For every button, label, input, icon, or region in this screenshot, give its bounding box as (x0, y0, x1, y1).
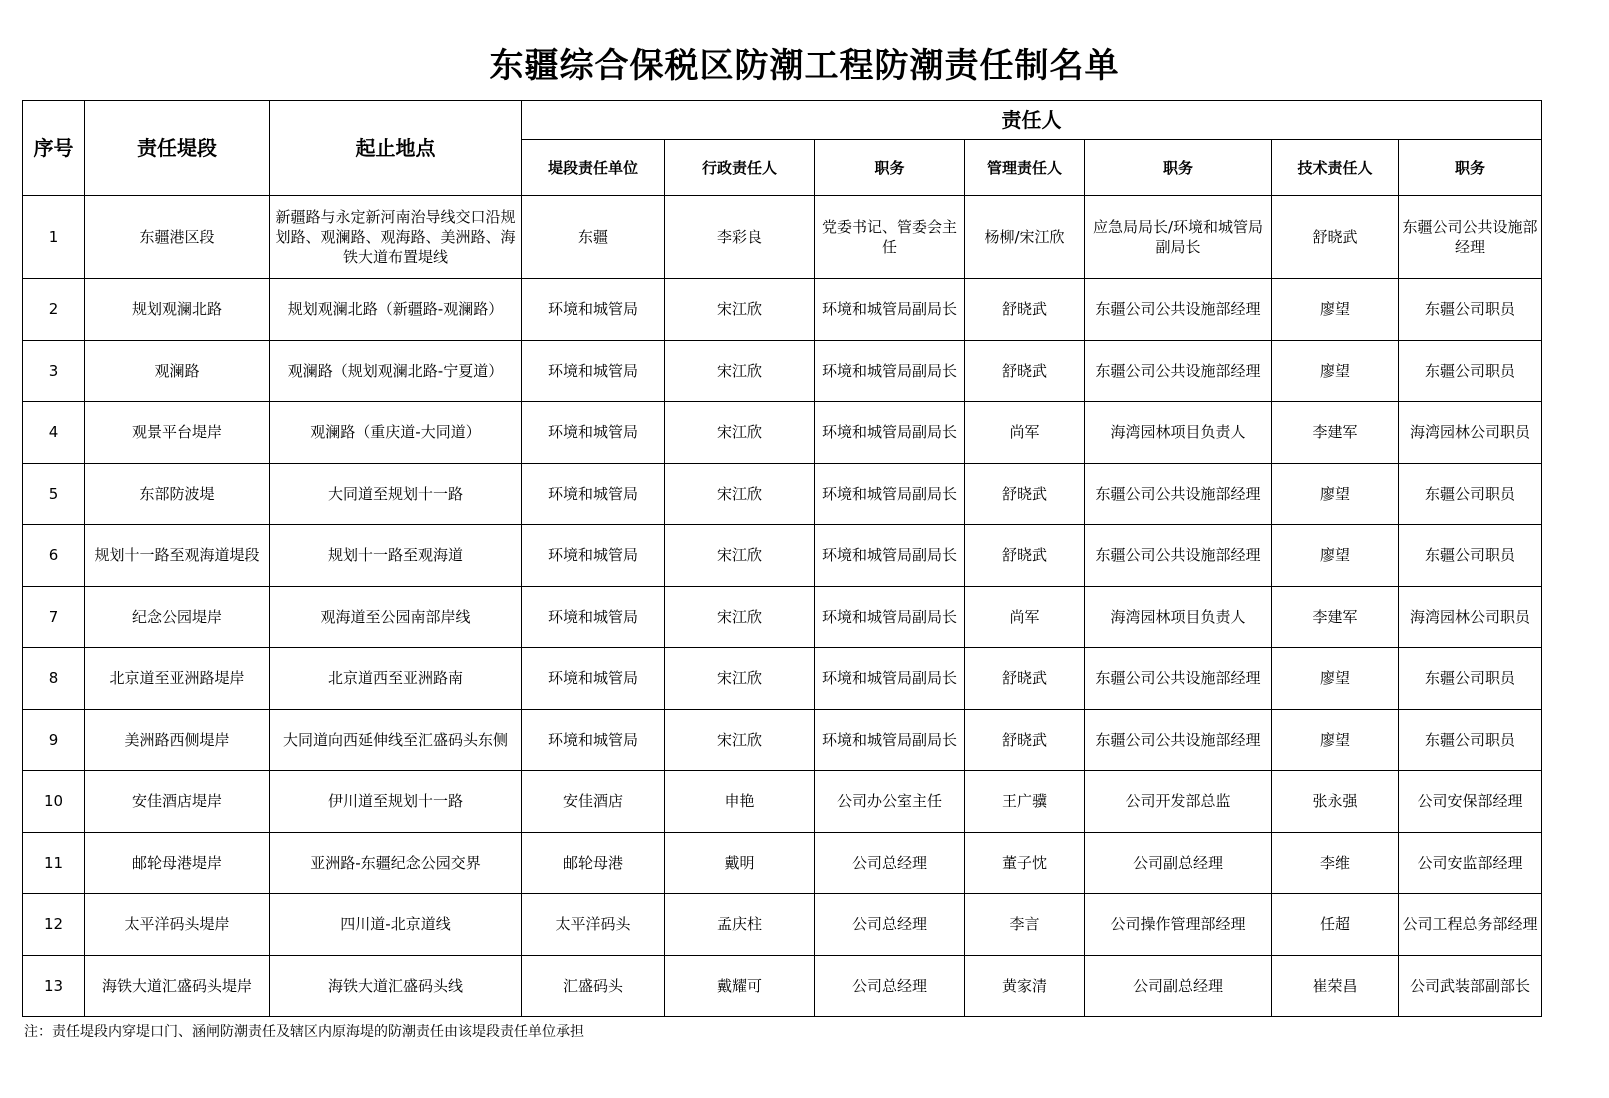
cell-manager-title: 公司副总经理 (1085, 832, 1272, 894)
cell-location: 北京道西至亚洲路南 (270, 648, 522, 710)
cell-admin: 宋江欣 (665, 586, 815, 648)
table-header (23, 101, 1542, 196)
cell-location: 大同道至规划十一路 (270, 463, 522, 525)
cell-tech-title: 公司武装部副部长 (1399, 955, 1542, 1017)
cell-tech-title: 公司安监部经理 (1399, 832, 1542, 894)
cell-manager: 尚军 (965, 586, 1085, 648)
cell-location: 四川道-北京道线 (270, 894, 522, 956)
cell-location: 观澜路（重庆道-大同道） (270, 402, 522, 464)
responsibility-table (22, 100, 1542, 1017)
cell-location: 观澜路（规划观澜北路-宁夏道） (270, 340, 522, 402)
table-row (23, 894, 1542, 956)
table-row (23, 586, 1542, 648)
cell-seq: 3 (23, 340, 85, 402)
cell-admin: 孟庆柱 (665, 894, 815, 956)
cell-tech-title: 海湾园林公司职员 (1399, 402, 1542, 464)
cell-admin: 李彩良 (665, 196, 815, 279)
cell-manager: 黄家清 (965, 955, 1085, 1017)
cell-manager-title: 东疆公司公共设施部经理 (1085, 340, 1272, 402)
cell-section: 海铁大道汇盛码头堤岸 (85, 955, 270, 1017)
cell-location: 大同道向西延伸线至汇盛码头东侧 (270, 709, 522, 771)
cell-section: 观澜路 (85, 340, 270, 402)
cell-unit: 邮轮母港 (522, 832, 665, 894)
cell-section: 太平洋码头堤岸 (85, 894, 270, 956)
cell-seq: 9 (23, 709, 85, 771)
cell-section: 纪念公园堤岸 (85, 586, 270, 648)
cell-tech-title: 东疆公司职员 (1399, 463, 1542, 525)
header-section: 责任堤段 (85, 101, 270, 196)
cell-seq: 6 (23, 525, 85, 587)
cell-admin: 申艳 (665, 771, 815, 833)
cell-tech-title: 海湾园林公司职员 (1399, 586, 1542, 648)
cell-manager-title: 东疆公司公共设施部经理 (1085, 525, 1272, 587)
table-row (23, 525, 1542, 587)
cell-tech-title: 东疆公司职员 (1399, 279, 1542, 341)
cell-seq: 2 (23, 279, 85, 341)
cell-seq: 4 (23, 402, 85, 464)
cell-section: 东疆港区段 (85, 196, 270, 279)
cell-section: 东部防波堤 (85, 463, 270, 525)
cell-tech-title: 东疆公司职员 (1399, 525, 1542, 587)
cell-manager-title: 公司副总经理 (1085, 955, 1272, 1017)
cell-tech-title: 东疆公司职员 (1399, 709, 1542, 771)
cell-tech-title: 公司安保部经理 (1399, 771, 1542, 833)
cell-unit: 环境和城管局 (522, 586, 665, 648)
cell-unit: 环境和城管局 (522, 279, 665, 341)
header-admin-title: 职务 (815, 140, 965, 196)
cell-admin: 宋江欣 (665, 402, 815, 464)
cell-location: 规划十一路至观海道 (270, 525, 522, 587)
cell-manager: 李言 (965, 894, 1085, 956)
cell-unit: 环境和城管局 (522, 402, 665, 464)
cell-tech: 张永强 (1272, 771, 1399, 833)
table-row (23, 709, 1542, 771)
cell-section: 北京道至亚洲路堤岸 (85, 648, 270, 710)
cell-tech-title: 公司工程总务部经理 (1399, 894, 1542, 956)
cell-manager: 尚军 (965, 402, 1085, 464)
cell-admin: 戴耀可 (665, 955, 815, 1017)
cell-admin: 宋江欣 (665, 340, 815, 402)
cell-admin-title: 公司办公室主任 (815, 771, 965, 833)
table-row (23, 340, 1542, 402)
header-unit: 堤段责任单位 (522, 140, 665, 196)
cell-location: 规划观澜北路（新疆路-观澜路） (270, 279, 522, 341)
cell-tech: 廖望 (1272, 709, 1399, 771)
table-row (23, 955, 1542, 1017)
header-admin: 行政责任人 (665, 140, 815, 196)
cell-unit: 环境和城管局 (522, 340, 665, 402)
page-title: 东疆综合保税区防潮工程防潮责任制名单 (489, 46, 1120, 86)
cell-tech-title: 东疆公司职员 (1399, 340, 1542, 402)
cell-tech: 廖望 (1272, 525, 1399, 587)
cell-admin-title: 环境和城管局副局长 (815, 586, 965, 648)
cell-tech: 廖望 (1272, 340, 1399, 402)
cell-admin-title: 环境和城管局副局长 (815, 279, 965, 341)
cell-section: 规划观澜北路 (85, 279, 270, 341)
cell-admin-title: 环境和城管局副局长 (815, 463, 965, 525)
cell-seq: 11 (23, 832, 85, 894)
cell-manager: 舒晓武 (965, 648, 1085, 710)
table-row (23, 402, 1542, 464)
cell-location: 伊川道至规划十一路 (270, 771, 522, 833)
cell-seq: 7 (23, 586, 85, 648)
cell-seq: 13 (23, 955, 85, 1017)
cell-seq: 1 (23, 196, 85, 279)
cell-manager-title: 东疆公司公共设施部经理 (1085, 463, 1272, 525)
cell-manager: 舒晓武 (965, 463, 1085, 525)
cell-manager: 舒晓武 (965, 279, 1085, 341)
cell-seq: 8 (23, 648, 85, 710)
cell-admin-title: 公司总经理 (815, 832, 965, 894)
cell-manager-title: 应急局局长/环境和城管局副局长 (1085, 196, 1272, 279)
cell-section: 观景平台堤岸 (85, 402, 270, 464)
cell-admin: 宋江欣 (665, 279, 815, 341)
cell-tech: 廖望 (1272, 463, 1399, 525)
table-row (23, 196, 1542, 279)
cell-admin: 宋江欣 (665, 525, 815, 587)
cell-admin-title: 环境和城管局副局长 (815, 525, 965, 587)
cell-manager: 杨柳/宋江欣 (965, 196, 1085, 279)
cell-tech: 廖望 (1272, 279, 1399, 341)
cell-tech: 廖望 (1272, 648, 1399, 710)
cell-unit: 环境和城管局 (522, 525, 665, 587)
cell-manager: 王广骥 (965, 771, 1085, 833)
cell-location: 新疆路与永定新河南治导线交口沿规划路、观澜路、观海路、美洲路、海铁大道布置堤线 (270, 196, 522, 279)
cell-manager: 舒晓武 (965, 525, 1085, 587)
footnote: 注：责任堤段内穿堤口门、涵闸防潮责任及辖区内原海堤的防潮责任由该堤段责任单位承担 (24, 1024, 584, 1040)
cell-admin-title: 环境和城管局副局长 (815, 648, 965, 710)
cell-tech: 李建军 (1272, 402, 1399, 464)
cell-seq: 5 (23, 463, 85, 525)
cell-admin: 宋江欣 (665, 709, 815, 771)
cell-tech: 李维 (1272, 832, 1399, 894)
cell-tech-title: 东疆公司职员 (1399, 648, 1542, 710)
header-tech: 技术责任人 (1272, 140, 1399, 196)
cell-unit: 环境和城管局 (522, 648, 665, 710)
cell-tech: 舒晓武 (1272, 196, 1399, 279)
table-row (23, 771, 1542, 833)
header-manager: 管理责任人 (965, 140, 1085, 196)
table-row (23, 463, 1542, 525)
header-location: 起止地点 (270, 101, 522, 196)
cell-tech-title: 东疆公司公共设施部经理 (1399, 196, 1542, 279)
cell-seq: 10 (23, 771, 85, 833)
cell-seq: 12 (23, 894, 85, 956)
header-seq: 序号 (23, 101, 85, 196)
cell-unit: 汇盛码头 (522, 955, 665, 1017)
cell-location: 观海道至公园南部岸线 (270, 586, 522, 648)
cell-manager-title: 公司开发部总监 (1085, 771, 1272, 833)
cell-unit: 东疆 (522, 196, 665, 279)
cell-section: 邮轮母港堤岸 (85, 832, 270, 894)
table-body (23, 196, 1542, 1017)
cell-admin-title: 环境和城管局副局长 (815, 340, 965, 402)
cell-manager: 舒晓武 (965, 340, 1085, 402)
table-row (23, 832, 1542, 894)
cell-section: 规划十一路至观海道堤段 (85, 525, 270, 587)
cell-manager-title: 公司操作管理部经理 (1085, 894, 1272, 956)
table-row (23, 648, 1542, 710)
cell-admin-title: 环境和城管局副局长 (815, 709, 965, 771)
table-row (23, 279, 1542, 341)
cell-manager-title: 海湾园林项目负责人 (1085, 586, 1272, 648)
cell-admin: 宋江欣 (665, 648, 815, 710)
cell-tech: 崔荣昌 (1272, 955, 1399, 1017)
cell-manager: 董子忱 (965, 832, 1085, 894)
cell-section: 安佳酒店堤岸 (85, 771, 270, 833)
cell-manager-title: 东疆公司公共设施部经理 (1085, 709, 1272, 771)
cell-admin-title: 公司总经理 (815, 894, 965, 956)
cell-tech: 任超 (1272, 894, 1399, 956)
header-manager-title: 职务 (1085, 140, 1272, 196)
cell-location: 亚洲路-东疆纪念公园交界 (270, 832, 522, 894)
cell-admin-title: 党委书记、管委会主任 (815, 196, 965, 279)
cell-tech: 李建军 (1272, 586, 1399, 648)
cell-unit: 安佳酒店 (522, 771, 665, 833)
cell-manager-title: 东疆公司公共设施部经理 (1085, 648, 1272, 710)
cell-admin: 宋江欣 (665, 463, 815, 525)
header-tech-title: 职务 (1399, 140, 1542, 196)
cell-admin: 戴明 (665, 832, 815, 894)
cell-admin-title: 公司总经理 (815, 955, 965, 1017)
cell-unit: 环境和城管局 (522, 709, 665, 771)
cell-location: 海铁大道汇盛码头线 (270, 955, 522, 1017)
cell-unit: 太平洋码头 (522, 894, 665, 956)
cell-admin-title: 环境和城管局副局长 (815, 402, 965, 464)
header-responsible-group: 责任人 (522, 101, 1542, 140)
cell-manager-title: 海湾园林项目负责人 (1085, 402, 1272, 464)
cell-section: 美洲路西侧堤岸 (85, 709, 270, 771)
cell-manager: 舒晓武 (965, 709, 1085, 771)
cell-unit: 环境和城管局 (522, 463, 665, 525)
cell-manager-title: 东疆公司公共设施部经理 (1085, 279, 1272, 341)
